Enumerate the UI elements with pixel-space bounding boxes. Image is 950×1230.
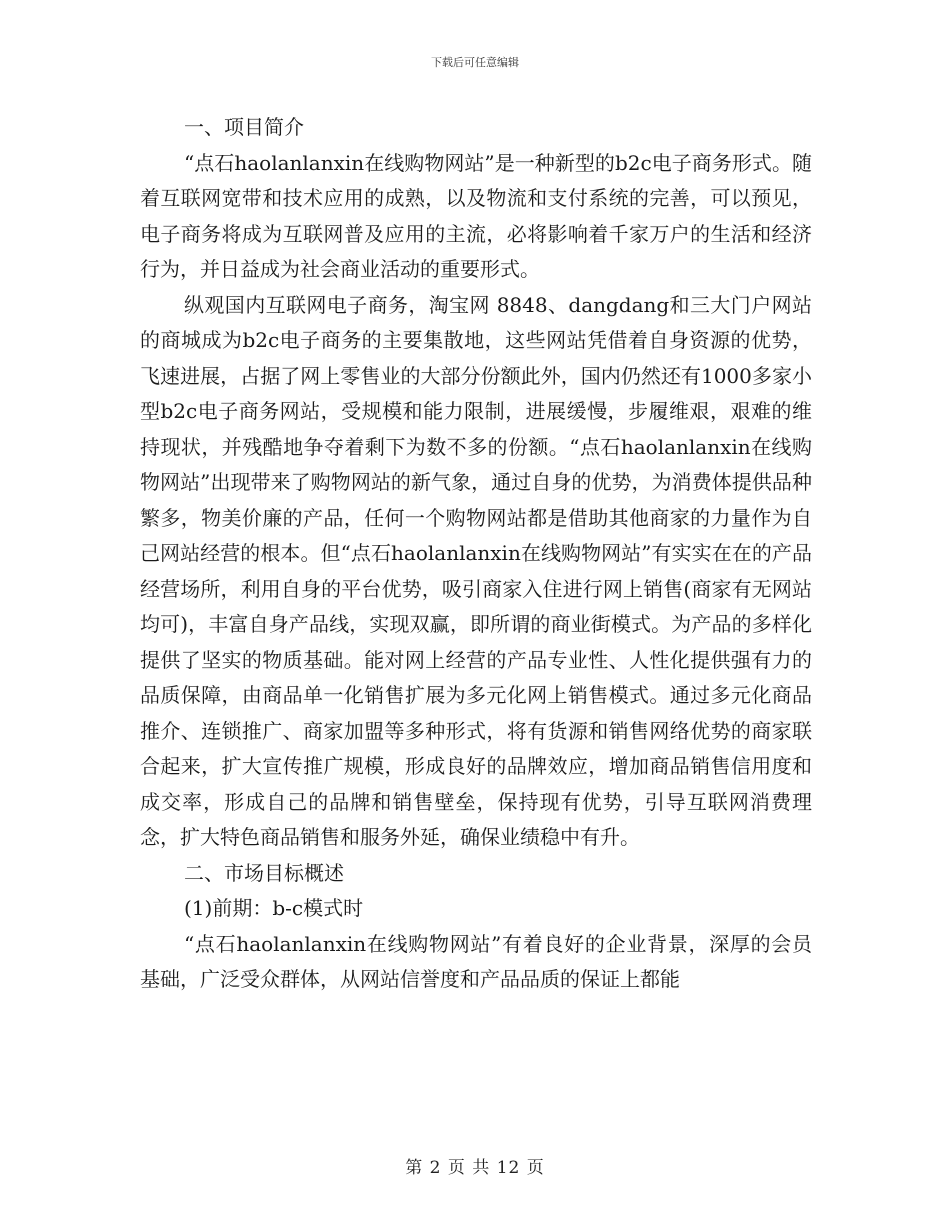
page-header-note: 下载后可任意编辑 [431,56,519,69]
paragraph-early-stage: “点石haolanlanxin在线购物网站”有着良好的企业背景，深厚的会员基础，广泛受众群体，从网站信誉度和产品品质的保证上都能 [140,931,812,991]
section-heading-project-intro: 一、项目简介 [184,115,304,139]
section-heading-market-target: 二、市场目标概述 [184,860,344,885]
paragraph-intro: “点石haolanlanxin在线购物网站”是一种新型的b2c电子商务形式。随着互联网宽带和技术应用的成熟，以及物流和支付系统的完善，可以预见，电子商务将成为互联网普及应用的主流，必将影响着千家万户的生活和经济行为，并日益成为社会商业活动的重要形式。 [140,150,812,281]
subheading-early-stage: (1)前期：b-c模式时 [184,896,364,920]
page-number: 第 2 页 共 12 页 [405,1158,545,1178]
paragraph-market-overview: 纵观国内互联网电子商务，淘宝网 8848、dangdang和三大门户网站的商城成为b2c电子商务的主要集散地，这些网站凭借着自身资源的优势，飞速进展，占据了网上零售业的大部分份额此外，国内仍然还有1000多家小型b2c电子商务网站，受规模和能力限制，进展缓慢，步履维艰，艰难的维持现状，并残酷地争夺着剩下为数不多的份额。“点石haolanlanxin在线购物网站”出现带来了购物网站的新气象，通过自身的优势，为消费体提供品种繁多，物美价廉的产品，任何一个购物网站都是借助其他商家的力量作为自己网站经营的根本。但“点石haolanlanxin在线购物网站”有实实在在的产品经营场所，利用自身的平台优势，吸引商家入住进行网上销售(商家有无网站均可)，丰富自身产品线，实现双赢，即所谓的商业街模式。为产品的多样化提供了坚实的物质基础。能对网上经营的产品专业性、人性化提供强有力的品质保障，由商品单一化销售扩展为多元化网上销售模式。通过多元化商品推介、连锁推广、商家加盟等多种形式，将有货源和销售网络优势的商家联合起来，扩大宣传推广规模，形成良好的品牌效应，增加商品销售信用度和成交率，形成自己的品牌和销售壁垒，保持现有优势，引导互联网消费理念，扩大特色商品销售和服务外延，确保业绩稳中有升。 [140,292,812,849]
document-body [140,110,812,998]
